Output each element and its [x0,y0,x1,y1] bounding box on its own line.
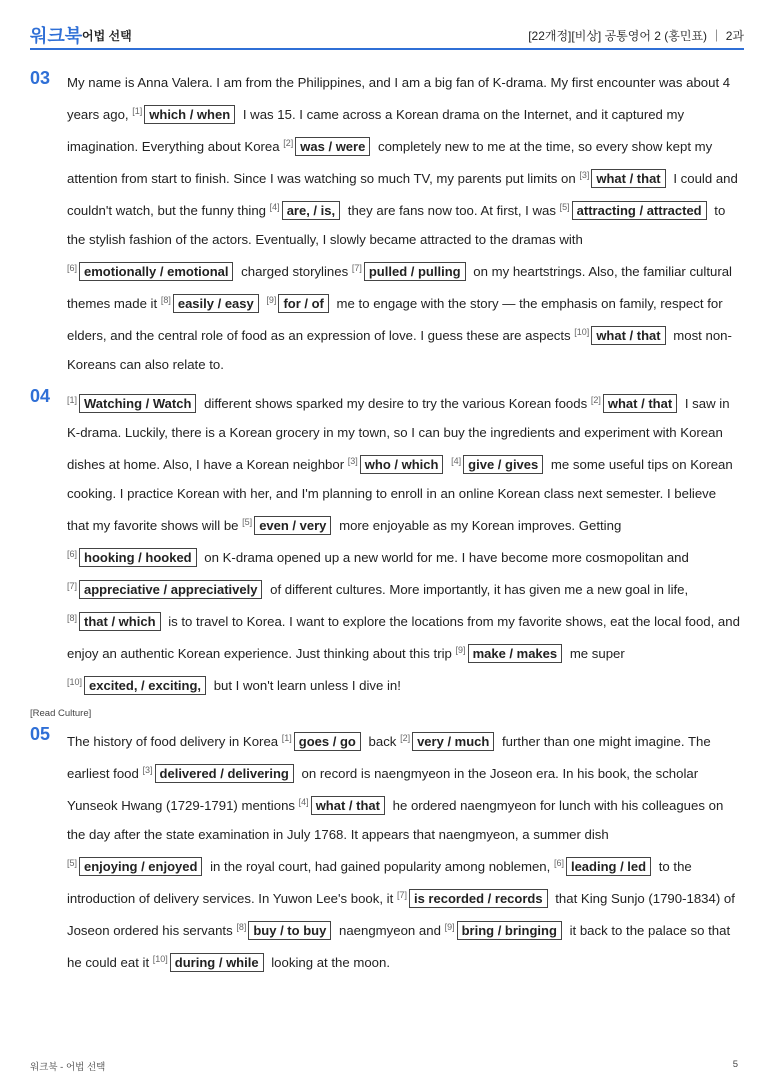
passage-text-segment: My name is Anna Valera. I am from the Philippines, and I am a big fan of K-drama. My first encounter was about 4 years ago, [67,75,731,122]
grammar-choice-box[interactable]: goes / go [294,732,361,751]
grammar-choice-box[interactable]: are, / is, [282,201,340,220]
choice-blank [591,396,681,411]
blank-marker: [8] [160,295,171,305]
grammar-choice-box[interactable]: make / makes [468,644,563,663]
blank-marker: [4] [298,797,309,807]
passage-text-segment: I saw in K-drama. Luckily, there is a Korean grocery in my town, so I can buy the ingredients and experiment with Korean dishes at home. Also, I have a Korean neighbor [67,396,730,472]
blank-marker: [2] [283,138,294,148]
grammar-choice-box[interactable]: who / which [360,455,444,474]
blank-marker: [6] [553,858,564,868]
question-number: 03 [30,68,51,88]
choice-blank [67,396,200,411]
choice-blank [161,296,263,311]
passage-text-segment: naengmyeon and [338,923,445,938]
passage-text-segment: he ordered naengmyeon for lunch with his colleagues on the day after the state examination in July 1768. It appears that naengmyeon, a summer dish [67,798,724,842]
passage-text-segment: looking at the moon. [271,955,391,970]
choice-blank [67,859,206,874]
passage-text-segment: they are fans now too. At first, I was [347,203,560,218]
passage-text-segment: me to engage with the story — the emphasis on family, respect for elders, and the central role of food as an expression of love. I guess these are aspects [67,296,723,343]
passage-text-segment: on my heartstrings. Also, the familiar cultural themes made it [67,264,732,311]
passage-text-segment: to the stylish fashion of the actors. Eventually, I slowly became attracted to the dramas with [67,203,726,247]
grammar-choice-box[interactable]: hooking / hooked [79,548,197,567]
blank-marker: [3] [347,456,358,466]
grammar-choice-box[interactable]: attracting / attracted [572,201,707,220]
passage-text-segment: completely new to me at the time, so every show kept my attention from start to finish. Since I was watching so much TV, my parents put limits on [67,139,713,186]
blank-marker: [8] [67,613,78,623]
passage-text-segment: The history of food delivery in Korea [67,734,282,749]
page-header [30,20,744,50]
passage-text-segment: of different cultures. More importantly, it has given me a new goal in life, [270,582,689,597]
choice-blank [67,264,237,279]
passage-text-segment: but I won't learn unless I dive in! [213,678,401,693]
blank-marker: [4] [269,202,280,212]
passage-text-segment: different shows sparked my desire to try the various Korean foods [204,396,591,411]
choice-blank [67,550,201,565]
grammar-choice-box[interactable]: that / which [79,612,161,631]
passage-text-segment: I could and couldn't watch, but the funny thing [67,171,738,218]
grammar-choice-box[interactable]: leading / led [566,857,651,876]
grammar-choice-box[interactable]: during / while [170,953,264,972]
blank-marker: [7] [351,263,362,273]
passage-text-segment: most non-Koreans can also relate to. [67,328,732,372]
grammar-choice-box[interactable]: which / when [144,105,235,124]
grammar-choice-box[interactable]: was / were [295,137,370,156]
choice-blank [348,457,448,472]
passage-text-segment: I was 15. I came across a Korean drama on the Internet, and it captured my imagination. Everything about Korea [67,107,685,154]
choice-blank [451,457,547,472]
passage-text-segment: to the introduction of delivery services. In Yuwon Lee's book, it [67,859,692,906]
blank-marker: [2] [400,733,411,743]
grammar-choice-box[interactable]: what / that [311,796,385,815]
passage-text-segment: charged storylines [241,264,352,279]
choice-blank [579,171,669,186]
choice-blank [400,734,498,749]
blank-marker: [5] [559,202,570,212]
page-footer [30,1059,738,1073]
question-03 [30,68,740,379]
passage-text-segment: on K-drama opened up a new world for me. I have become more cosmopolitan and [204,550,689,565]
choice-blank [67,678,210,693]
blank-marker: [6] [67,263,78,273]
choice-blank [270,203,344,218]
passage-text-segment: on record is naengmyeon in the Joseon era. In his book, the scholar Yunseok Hwang (1729-1791) mentions [67,766,699,813]
passage-text [67,386,740,700]
choice-blank [397,891,552,906]
choice-blank [132,107,239,122]
choice-blank [299,798,389,813]
passage-text-segment: me super [569,646,625,661]
blank-marker: [3] [579,170,590,180]
choice-blank [67,582,266,597]
choice-blank [282,734,365,749]
choice-blank [554,859,655,874]
course-label: [22개정][비상] 공통영어 2 (홍민표) ｜ 2과 [528,29,744,43]
blank-marker: [5] [242,517,253,527]
choice-blank [242,518,335,533]
grammar-choice-box[interactable]: appreciative / appreciatively [79,580,262,599]
blank-marker: [3] [142,765,153,775]
choice-blank [143,766,298,781]
choice-blank [574,328,669,343]
passage-text-segment: more enjoyable as my Korean improves. Getting [339,518,622,533]
passage-text-segment: me some useful tips on Korean cooking. I practice Korean with her, and I'm planning to enroll in an online Korean class next semester. I believe that my favorite shows will be [67,457,733,533]
choice-blank [153,955,268,970]
grammar-choice-box[interactable]: delivered / delivering [155,764,294,783]
blank-marker: [1] [67,395,78,405]
blank-marker: [8] [236,922,247,932]
passage-text-segment: further than one might imagine. The earliest food [67,734,711,781]
grammar-choice-box[interactable]: buy / to buy [248,921,331,940]
page-subtitle: 어법 선택 [82,29,132,43]
question-04 [30,386,740,700]
choice-blank [352,264,470,279]
choice-blank [67,614,165,629]
question-number: 04 [30,386,51,406]
grammar-choice-box[interactable]: what / that [603,394,677,413]
passage-text [67,724,740,977]
blank-marker: [5] [67,858,78,868]
question-number: 05 [30,724,51,744]
question-05 [30,724,740,977]
blank-marker: [7] [396,890,407,900]
blank-marker: [4] [451,456,462,466]
blank-marker: [2] [590,395,601,405]
blank-marker: [10] [574,327,590,337]
grammar-choice-box[interactable]: what / that [591,169,665,188]
grammar-choice-box[interactable]: very / much [412,732,494,751]
blank-marker: [10] [67,677,83,687]
grammar-choice-box[interactable]: pulled / pulling [364,262,466,281]
blank-marker: [1] [281,733,292,743]
choice-blank [456,646,567,661]
grammar-choice-box[interactable]: what / that [591,326,665,345]
blank-marker: [7] [67,581,78,591]
footer-label: 워크북 - 어법 선택 [30,1062,106,1073]
grammar-choice-box[interactable]: excited, / exciting, [84,676,206,695]
grammar-choice-box[interactable]: enjoying / enjoyed [79,857,202,876]
blank-marker: [9] [455,645,466,655]
grammar-choice-box[interactable]: even / very [254,516,331,535]
passage-text-segment: is to travel to Korea. I want to explore the locations from my favorite shows, eat the local food, and enjoy an authentic Korean experience. Just thinking about this trip [67,614,740,661]
blank-marker: [9] [266,295,277,305]
page-number: 5 [732,1059,738,1070]
passage-text [67,68,740,379]
brand-title: 워크북 [30,26,83,46]
grammar-choice-box[interactable]: emotionally / emotional [79,262,233,281]
passage-text-segment: that King Sunjo (1790-1834) of Joseon ordered his servants [67,891,735,938]
passage-text-segment: it back to the palace so that he could eat it [67,923,731,970]
blank-marker: [1] [132,106,143,116]
choice-blank [266,296,332,311]
choice-blank [283,139,374,154]
grammar-choice-box[interactable]: for / of [278,294,328,313]
choice-blank [560,203,711,218]
blank-marker: [9] [444,922,455,932]
passage-text-segment: back [368,734,401,749]
blank-marker: [6] [67,549,78,559]
passage-text-segment: in the royal court, had gained popularity among noblemen, [210,859,554,874]
choice-blank [236,923,335,938]
grammar-choice-box[interactable]: easily / easy [173,294,259,313]
blank-marker: [10] [152,954,168,964]
grammar-choice-box[interactable]: give / gives [463,455,543,474]
section-tag: [Read Culture] [30,708,92,719]
choice-blank [445,923,566,938]
grammar-choice-box[interactable]: is recorded / records [409,889,548,908]
grammar-choice-box[interactable]: bring / bringing [457,921,562,940]
grammar-choice-box[interactable]: Watching / Watch [79,394,196,413]
